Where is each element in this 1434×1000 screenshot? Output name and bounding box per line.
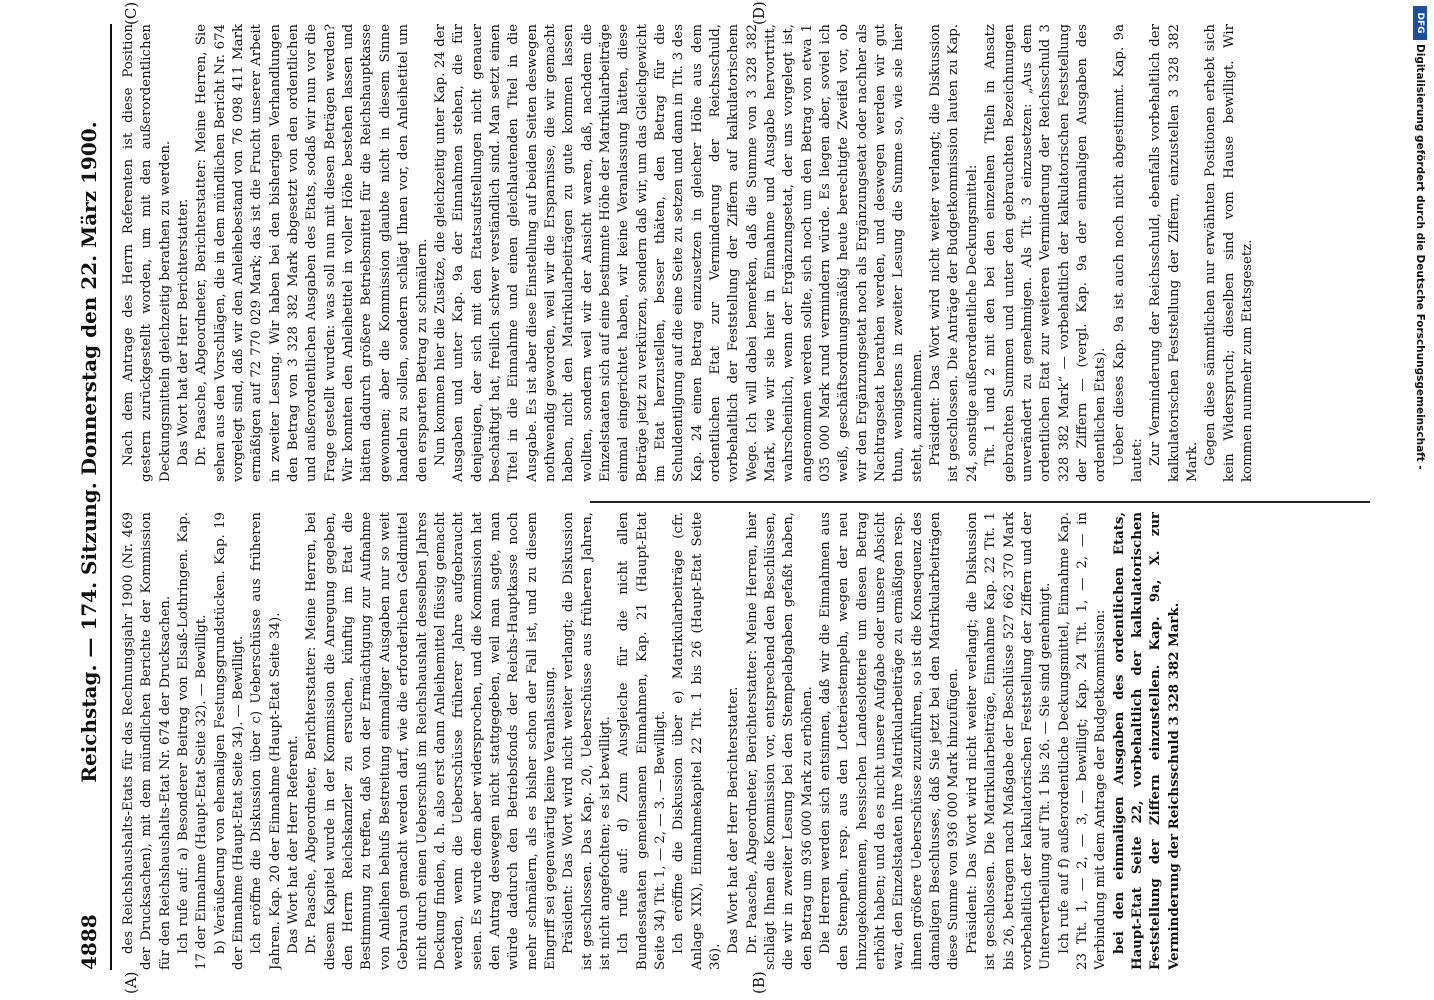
paragraph: Tit. 1 und 2 mit den bei den einzelnen Titeln in Ansatz gebrachten Summen und unter den gebrauchten Bezeichnungen unverändert zu genehmigen. Als Tit. 3 einzusetzen: „Aus dem ordentlichen Etat zur weiteren Verminderung der Reichsschuld 3 328 382 Mark“ — vorbehaltlich der kalkulatorischen Feststellung der Ziffern — (vergl. Kap. 9a der einmaligen Ausgaben des ordentlichen Etats). (983, 24, 1109, 482)
digitization-sidebar (1412, 0, 1428, 1000)
marker-d: (D) (750, 1, 768, 25)
paragraph: Ueber dieses Kap. 9a ist auch noch nicht abgestimmt. Kap. 9a lautet: (1111, 24, 1145, 482)
paragraph: Das Wort hat der Herr Berichterstatter. (176, 198, 192, 467)
paragraph: bei den einmaligen Ausgaben des ordentlichen Etats, Haupt-Etat Seite 22, vorbehaltlich der kalkulatorischen Feststellung der Ziffern einzustellen. Kap. 9a, X. zur Verminderung der Reichsschuld 3 328 382 Mark. (1111, 512, 1182, 970)
paragraph: Präsident: Das Wort wird nicht weiter verlangt; die Diskussion ist geschlossen. Das Kap. 20, Ueberschüsse aus früheren Jahren, ist nicht angefochten; es ist bewilligt. (561, 512, 613, 970)
paragraph: Dr. Paasche, Abgeordneter, Berichterstatter: Meine Herren, Sie sehen aus den Vorschlägen, die in dem mündlichen Bericht Nr. 674 vorgelegt sind, daß wir den Anleihebestand von 76 098 411 Mark ermäßigen auf 72 770 029 Mark; das ist die Frucht unserer Arbeit in zweiter Lesung. Wir haben bei den bisherigen Verhandlungen den Betrag von 3 328 382 Mark abgesetzt von den ordentlichen und außerordentlichen Ausgaben des Etats, sodaß wir nun vor die Frage gestellt wurden: was soll nun mit diesen Beträgen werden? Wir konnten den Anleihetitel in voller Höhe bestehen lassen und hätten dadurch größere Betriebsmittel für die Reichshauptkasse gewonnen; aber die Kommission glaubte nicht in diesem Sinne handeln zu sollen, sondern schlägt Ihnen vor, den Anleihetitel um den ersparten Betrag zu schmälern. (194, 24, 430, 482)
paragraph: Die Herren werden sich entsinnen, daß wir die Einnahmen aus den Stempeln, resp. aus den Lotteriestempeln, wegen der neu hinzugekommenen, hessischen Landeslotterie um diesen Betrag erhöht haben; und da es nicht unsere Aufgabe oder unsere Absicht war, den Einzelstaaten ihre Matrikularbeiträge zu ermäßigen resp. ihnen größere Ueberschüsse zuzuführen, so ist die Konsequenz des damaligen Beschlusses, daß Sie jetzt bei den Matrikularbeiträgen diese Summe von 936 000 Mark hinzufügen. (818, 512, 962, 970)
rotated-page (60, 0, 1400, 1000)
paragraph: Ich rufe auf: a) Besonderer Beitrag von Elsaß-Lothringen. Kap. 17 der Einnahme (Haupt-Etat Seite 32). — Bewilligt. (176, 512, 210, 970)
paragraph: Zur Verminderung der Reichsschuld, ebenfalls vorbehaltlich der kalkulatorischen Feststellung der Ziffern, einzustellen 3 328 382 Mark. (1148, 24, 1200, 482)
marker-a: (A) (122, 971, 140, 994)
paragraph: Das Wort hat der Herr Berichterstatter. (726, 686, 742, 955)
left-column (120, 512, 1386, 970)
page-title: Reichstag. — 174. Sitzung. Donnerstag den 22. März 1900. (77, 121, 101, 783)
paragraph: Ich rufe auf f) außerordentliche Deckungsmittel, Einnahme Kap. 23 Tit. 1, — 2, — 3, — bewilligt; Kap. 24 Tit. 1, — 2, — in Verbindung mit dem Antrage der Budgetkommission: (1056, 512, 1109, 970)
paragraph: Nach dem Antrage des Herrn Referenten ist diese Position gestern zurückgestellt worden, um mit den außerordentlichen Deckungsmitteln gleichzeitig berathen zu werden. (121, 24, 173, 482)
paragraph: Gegen diese sämmtlichen nur erwähnten Positionen erhebt sich kein Widerspruch; dieselben sind vom Hause bewilligt. Wir kommen nunmehr zum Etatsgesetz. (1203, 24, 1255, 482)
paragraph: Nun kommen hier die Zusätze, die gleichzeitig unter Kap. 24 der Ausgaben und unter Kap. 9a der Einnahmen stehen, die für denjenigen, der sich mit den Etatsaufstellungen nicht genauer beschäftigt hat, freilich schwer verständlich sind. Man setzt einen Titel in die Einnahme und einen gleichlautenden Titel in die Ausgabe. Es ist aber diese Einstellung auf beiden Seiten deswegen nothwendig geworden, weil wir die Ersparnisse, die wir gemacht haben, nicht den Matrikularbeiträgen zu gute kommen lassen wollten, sondern weil wir der Ansicht waren, daß, nachdem die Einzelstaaten sich auf eine bestimmte Höhe der Matrikularbeiträge einmal eingerichtet haben, wir keine Veranlassung hätten, diese Beträge jetzt zu verkürzen, sondern daß wir, um das Gleichgewicht im Etat herzustellen, besser thäten, den Betrag für die Schuldentilgung auf die eine Seite zu setzen und dann in Tit. 3 des Kap. 24 einen Betrag einzusetzen in gleicher Höhe aus dem ordentlichen Etat zur Verminderung der Reichsschuld, vorbehaltlich der Feststellung der Ziffern auf kalkulatorischem Wege. Ich will dabei bemerken, daß die Summe von 3 328 382 Mark, wie wir sie hier in Einnahme und Ausgabe hervortritt, wahrscheinlich, wenn der Ergänzungsetat, der uns vorgelegt ist, angenommen werden sollte, sich noch um den Betrag von etwa 1 035 000 Mark rund vermindern würde. Es liegen aber, soviel ich weiß, geschäftsordnungsmäßig heute berechtigte Zweifel vor, ob wir den Ergänzungsetat noch als Ergänzungsetat oder nachher als Nachtragsetat berathen werden, und deswegen werden wir gut thun, wenigstens in zweiter Lesung die Summe so, wie sie hier steht, anzunehmen. (432, 24, 925, 482)
paragraph: Ich rufe auf: d) Zum Ausgleiche für die nicht allen Bundesstaaten gemeinsamen Einnahmen, Kap. 21 (Haupt-Etat Seite 34) Tit. 1, — 2, — 3. — Bewilligt. (616, 512, 668, 970)
paragraph: Ich eröffne die Diskussion über e) Matrikularbeiträge (cfr. Anlage XIX), Einnahmekapitel 22 Tit. 1 bis 26 (Haupt-Etat Seite 36). (671, 512, 723, 970)
funding-note: Digitalisierung gefördert durch die Deutsche Forschungsgemeinschaft - (1414, 44, 1426, 470)
dfg-logo (1413, 6, 1427, 40)
dfg-logo-text: DFG (1415, 12, 1425, 34)
paragraph: Dr. Paasche, Abgeordneter, Berichterstatter: Meine Herren, bei diesem Kapitel wurde in der Kommission die Anregung gegeben, den Herrn Reichskanzler zu ersuchen, künftig im Etat die Bestimmung zu treffen, daß von der Ermächtigung zur Aufnahme von Anleihen behufs Bestreitung einmaliger Ausgaben nur so weit Gebrauch gemacht werden darf, wie die erforderlichen Geldmittel nicht durch einen Ueberschuß im Reichshaushalt desselben Jahres Deckung finden, d. h. also erst dann Anleihemittel flüssig gemacht werden, wenn die Ueberschüsse früherer Jahre aufgebraucht seien. Es wurde dem aber widersprochen, und die Kommission hat den Antrag deswegen nicht stattgegeben, weil man sagte, man würde dadurch den Betriebsfonds der Reichs-Hauptkasse noch mehr schmälern, als es bisher schon der Fall ist, und zu diesem Eingriff sei gegenwärtig keine Veranlassung. (304, 512, 558, 970)
marker-c: (C) (122, 1, 140, 25)
paragraph: Präsident: Das Wort wird nicht weiter verlangt; die Diskussion ist geschlossen. Die Matrikularbeiträge, Einnahme Kap. 22 Tit. 1 bis 26, betragen nach Maßgabe der Beschlüsse 527 662 370 Mark vorbehaltlich der kalkulatorischen Feststellung der Ziffern und der Untervertheilung auf Tit. 1 bis 26. — Sie sind genehmigt. (964, 512, 1054, 970)
paragraph: Dr. Paasche, Abgeordneter, Berichterstatter: Meine Herren, hier schlägt Ihnen die Kommission vor, entsprechend den Beschlüssen, die wir in zweiter Lesung bei den Stempelabgaben gefaßt haben, den Betrag um 936 000 Mark zu erhöhen. (744, 512, 815, 970)
marker-b: (B) (750, 971, 768, 994)
paragraph: Präsident: Das Wort wird nicht weiter verlangt; die Diskussion ist geschlossen. Die Anträge der Budgetkommission lauten zu Kap. 24, sonstige außerordentliche Deckungsmittel: (928, 24, 980, 482)
header-rule (110, 24, 112, 970)
page-number: 4888 (77, 914, 101, 970)
paragraph: b) Veräußerung von ehemaligen Festungsgrundstücken. Kap. 19 der Einnahme (Haupt-Etat Seite 34). — Bewilligt. (212, 512, 247, 970)
right-column (120, 24, 1386, 482)
paragraph: Ich eröffne die Diskussion über c) Ueberschüsse aus früheren Jahren. Kap. 20 der Einnahme (Haupt-Etat Seite 34). (249, 512, 283, 970)
page-header (74, 24, 104, 970)
paragraph: Das Wort hat der Herr Referent. (286, 735, 302, 955)
paragraph: des Reichshaushalts-Etats für das Rechnungsjahr 1900 (Nr. 469 der Drucksachen), mit dem mündlichen Berichte der Kommission für den Reichshaushalts-Etat Nr. 674 der Drucksachen. (121, 512, 173, 970)
column-divider (590, 502, 1370, 504)
